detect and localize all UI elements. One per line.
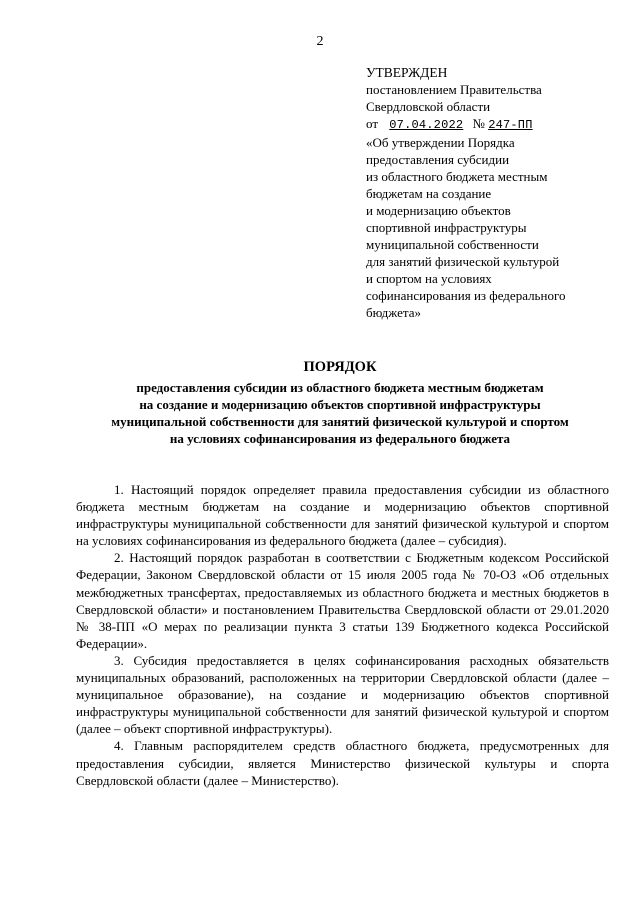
approval-line: Свердловской области [366, 99, 491, 114]
approval-ref-line: и модернизацию объектов [366, 203, 511, 218]
paragraph-3: 3. Субсидия предоставляется в целях софинансирования расходных обязательств муниципальных образований, расположенных на территории Свердловской области (далее – муниципальное образование), на создание и модернизацию объектов спортивной инфраструктуры муниципальной собственности для занятий физической культурой и спортом (далее – объект спортивной инфраструктуры). [76, 652, 609, 737]
approval-ref-line: бюджета» [366, 305, 421, 320]
approval-number: 247-ПП [488, 118, 533, 132]
approval-ref-line: и спортом на условиях [366, 271, 492, 286]
approval-ref-line: предоставления субсидии [366, 152, 510, 167]
date-prefix: от [366, 116, 379, 131]
approval-ref-line: для занятий физической культурой [366, 254, 560, 269]
document-subtitle-line: предоставления субсидии из областного бюджета местным бюджетам [136, 380, 544, 395]
paragraph-2: 2. Настоящий порядок разработан в соответствии с Бюджетным кодексом Российской Федерации, Законом Свердловской области от 15 июля 2005 года № 70-ОЗ «Об отдельных межбюджетных трансфертах, предоставляемых из областного бюджета и местных бюджетов в Свердловской области» и постановлением Правительства Свердловской области от 29.01.2020 № 38-ПП «О мерах по реализации пункта 3 статьи 139 Бюджетного кодекса Российской Федерации». [76, 550, 609, 651]
approval-stamp [366, 64, 616, 321]
document-title: ПОРЯДОК [303, 359, 377, 375]
approval-ref-line: муниципальной собственности [366, 237, 539, 252]
approval-line: постановлением Правительства [366, 82, 542, 97]
document-body [76, 481, 609, 789]
document-subtitle-line: на создание и модернизацию объектов спортивной инфраструктуры [139, 397, 541, 412]
approval-ref-line: спортивной инфраструктуры [366, 220, 527, 235]
approval-ref-line: «Об утверждении Порядка [366, 135, 515, 150]
document-subtitle-line: муниципальной собственности для занятий физической культурой и спортом [111, 414, 569, 429]
document-title-block [60, 358, 620, 447]
paragraph-1: 1. Настоящий порядок определяет правила предоставления субсидии из областного бюджета местным бюджетам на создание и модернизацию объектов спортивной инфраструктуры муниципальной собственности для занятий физической культурой и спортом на условиях софинансирования из федерального бюджета (далее – субсидия). [76, 482, 609, 549]
approval-ref-line: бюджетам на создание [366, 186, 492, 201]
paragraph-4: 4. Главным распорядителем средств областного бюджета, предусмотренных для предоставления субсидии, является Министерство физической культуры и спорта Свердловской области (далее – Министерство). [76, 738, 609, 788]
approval-date: 07.04.2022 [389, 118, 464, 132]
page-number: 2 [316, 34, 324, 49]
approval-ref-line: софинансирования из федерального [366, 288, 566, 303]
approval-ref-line: из областного бюджета местным [366, 169, 548, 184]
approval-heading: УТВЕРЖДЕН [366, 65, 448, 80]
approval-date-line [366, 115, 616, 134]
number-prefix: № [472, 116, 485, 131]
document-subtitle-line: на условиях софинансирования из федерального бюджета [169, 431, 511, 446]
